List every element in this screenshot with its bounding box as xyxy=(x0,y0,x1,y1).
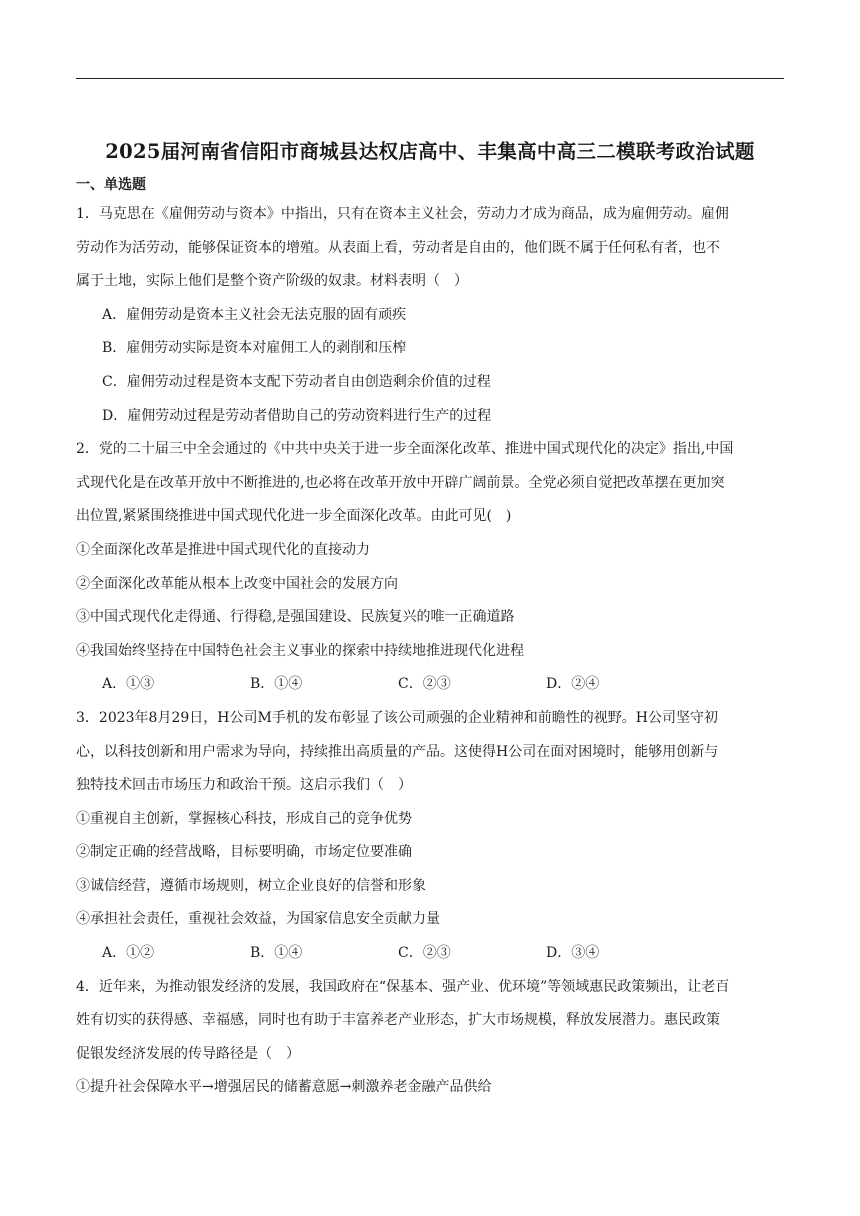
option-b: B．雇佣劳动实际是资本对雇佣工人的剥削和压榨 xyxy=(102,340,407,357)
choice-b: B．①④ xyxy=(250,945,303,962)
statement-4: ④承担社会责任，重视社会效益，为国家信息安全贡献力量 xyxy=(76,911,440,928)
statement-3: ③中国式现代化走得通、行得稳,是强国建设、民族复兴的唯一正确道路 xyxy=(76,609,515,626)
question-text-line: 促银发经济发展的传导路径是（ ） xyxy=(76,1045,300,1062)
question-text-line: 劳动作为活劳动，能够保证资本的增殖。从表面上看，劳动者是自由的，他们既不属于任何私有者，也不 xyxy=(76,239,720,256)
question-text-line: 姓有切实的获得感、幸福感，同时也有助于丰富养老产业形态，扩大市场规模，释放发展潜力。惠民政策 xyxy=(76,1012,720,1029)
answer-choices xyxy=(76,668,784,702)
option-d: D．雇佣劳动过程是劳动者借助自己的劳动资料进行生产的过程 xyxy=(102,407,492,424)
question-text-line: 3．2023年8月29日，H公司M手机的发布彰显了该公司顽强的企业精神和前瞻性的视野。H公司坚守初 xyxy=(76,709,719,726)
statement-1: ①重视自主创新，掌握核心科技，形成自己的竞争优势 xyxy=(76,810,412,827)
question-1 xyxy=(76,198,784,433)
choice-c: C．②③ xyxy=(398,945,451,962)
statement-2: ②制定正确的经营战略，目标要明确，市场定位要准确 xyxy=(76,844,412,861)
statement-2: ②全面深化改革能从根本上改变中国社会的发展方向 xyxy=(76,575,398,592)
choice-c: C．②③ xyxy=(398,676,451,693)
question-4 xyxy=(76,971,784,1105)
option-c: C．雇佣劳动过程是资本支配下劳动者自由创造剩余价值的过程 xyxy=(102,373,491,390)
statement-3: ③诚信经营，遵循市场规则，树立企业良好的信誉和形象 xyxy=(76,877,426,894)
page-title: 2025届河南省信阳市商城县达权店高中、丰集高中高三二模联考政治试题 xyxy=(105,140,755,163)
option-a: A．雇佣劳动是资本主义社会无法克服的固有顽疾 xyxy=(102,306,407,323)
question-text-line: 1．马克思在《雇佣劳动与资本》中指出，只有在资本主义社会，劳动力才成为商品，成为雇佣劳动。雇佣 xyxy=(76,206,729,222)
question-2 xyxy=(76,433,784,702)
question-text-line: 2．党的二十届三中全会通过的《中共中央关于进一步全面深化改革、推进中国式现代化的决定》指出,中国 xyxy=(76,441,734,458)
statement-1: ①提升社会保障水平→增强居民的储蓄意愿→刺激养老金融产品供给 xyxy=(76,1079,492,1096)
question-text-line: 属于土地，实际上他们是整个资产阶级的奴隶。材料表明（ ） xyxy=(76,273,468,290)
question-text-line: 4．近年来，为推动银发经济的发展，我国政府在“保基本、强产业、优环境”等领域惠民政策频出，让老百 xyxy=(76,978,730,995)
statement-1: ①全面深化改革是推进中国式现代化的直接动力 xyxy=(76,541,370,558)
answer-choices xyxy=(76,937,784,971)
exam-content xyxy=(76,172,784,1105)
statement-4: ④我国始终坚持在中国特色社会主义事业的探索中持续地推进现代化进程 xyxy=(76,642,524,659)
question-text-line: 独特技术回击市场压力和政治干预。这启示我们（ ） xyxy=(76,777,412,794)
question-text-line: 心，以科技创新和用户需求为导向，持续推出高质量的产品。这使得H公司在面对困境时，能够用创新与 xyxy=(76,743,719,760)
question-text-line: 式现代化是在改革开放中不断推进的,也必将在改革开放中开辟广阔前景。全党必须自觉把改革摆在更加突 xyxy=(76,474,725,491)
choice-b: B．①④ xyxy=(250,676,303,693)
question-text-line: 出位置,紧紧围绕推进中国式现代化进一步全面深化改革。由此可见( ) xyxy=(76,508,512,525)
question-3 xyxy=(76,702,784,971)
header-rule xyxy=(76,78,784,79)
choice-d: D．③④ xyxy=(546,945,600,962)
choice-a: A．①② xyxy=(102,945,155,962)
choice-d: D．②④ xyxy=(546,676,600,693)
section-heading: 一、单选题 xyxy=(76,177,146,193)
choice-a: A．①③ xyxy=(102,676,155,693)
